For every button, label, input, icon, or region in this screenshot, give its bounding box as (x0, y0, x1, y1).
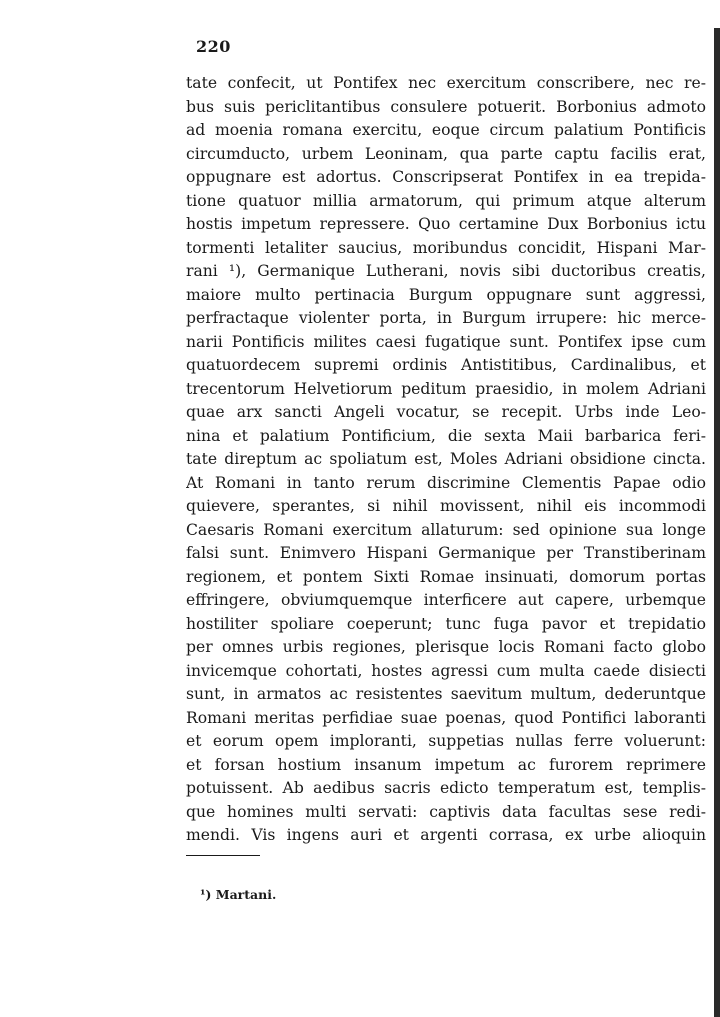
text-line: tate direptum ac spoliatum est, Moles Adriani obsidione cincta. (186, 450, 706, 468)
text-line: tate confecit, ut Pontifex nec exercitum conscribere, nec re- (186, 74, 706, 92)
footnote-rule (186, 855, 260, 856)
text-line: sunt, in armatos ac resistentes saevitum multum, dederuntque (186, 685, 706, 703)
text-line: mendi. Vis ingens auri et argenti corrasa, ex urbe alioquin (186, 826, 706, 844)
text-line: At Romani in tanto rerum discrimine Clementis Papae odio (186, 473, 706, 492)
page-number: 220 (196, 37, 231, 56)
text-line: et forsan hostium insanum impetum ac furorem reprimere (186, 755, 706, 774)
text-line: quatuordecem supremi ordinis Antistitibus, Cardinalibus, et (186, 356, 706, 374)
text-line: et eorum opem imploranti, suppetias nullas ferre voluerunt: (186, 732, 706, 750)
text-line: Romani meritas perfidiae suae poenas, quod Pontifici laboranti (186, 708, 706, 727)
text-line: Caesaris Romani exercitum allaturum: sed opinione sua longe (186, 520, 706, 539)
text-line: tione quatuor millia armatorum, qui primum atque alterum (186, 191, 706, 210)
text-line: tormenti letaliter saucius, moribundus concidit, Hispani Mar- (186, 238, 706, 257)
text-line: hostis impetum repressere. Quo certamine Dux Borbonius ictu (186, 215, 706, 233)
body-text (186, 72, 706, 848)
text-line: quae arx sancti Angeli vocatur, se recepit. Urbs inde Leo- (186, 403, 706, 421)
text-line: effringere, obviumquemque interficere aut capere, urbemque (186, 591, 706, 609)
page-right-edge (714, 28, 720, 1017)
text-line: perfractaque violenter porta, in Burgum irrupere: hic merce- (186, 309, 706, 327)
text-line: potuissent. Ab aedibus sacris edicto temperatum est, templis- (186, 779, 706, 797)
footnote: ¹) Martani. (200, 887, 277, 902)
text-line: quievere, sperantes, si nihil movissent, nihil eis incommodi (186, 497, 706, 515)
text-line: que homines multi servati: captivis data facultas sese redi- (186, 802, 706, 821)
text-line: regionem, et pontem Sixti Romae insinuati, domorum portas (186, 567, 706, 586)
text-line: maiore multo pertinacia Burgum oppugnare sunt aggressi, (186, 285, 706, 304)
text-line: hostiliter spoliare coeperunt; tunc fuga pavor et trepidatio (186, 614, 706, 633)
text-line: nina et palatium Pontificium, die sexta Maii barbarica feri- (186, 426, 706, 445)
text-line: invicemque cohortati, hostes agressi cum multa caede disiecti (186, 661, 706, 680)
text-line: bus suis periclitantibus consulere potuerit. Borbonius admoto (186, 97, 706, 116)
text-line: ad moenia romana exercitu, eoque circum palatium Pontificis (186, 121, 706, 139)
text-line: trecentorum Helvetiorum peditum praesidio, in molem Adriani (186, 379, 706, 398)
text-line: falsi sunt. Enimvero Hispani Germanique per Transtiberinam (186, 544, 706, 562)
text-line: rani ¹), Germanique Lutherani, novis sibi ductoribus creatis, (186, 262, 706, 280)
text-line: circumducto, urbem Leoninam, qua parte captu facilis erat, (186, 144, 706, 163)
text-line: narii Pontificis milites caesi fugatique sunt. Pontifex ipse cum (186, 332, 706, 351)
text-line: oppugnare est adortus. Conscripserat Pontifex in ea trepida- (186, 168, 706, 186)
text-line: per omnes urbis regiones, plerisque locis Romani facto globo (186, 638, 706, 656)
